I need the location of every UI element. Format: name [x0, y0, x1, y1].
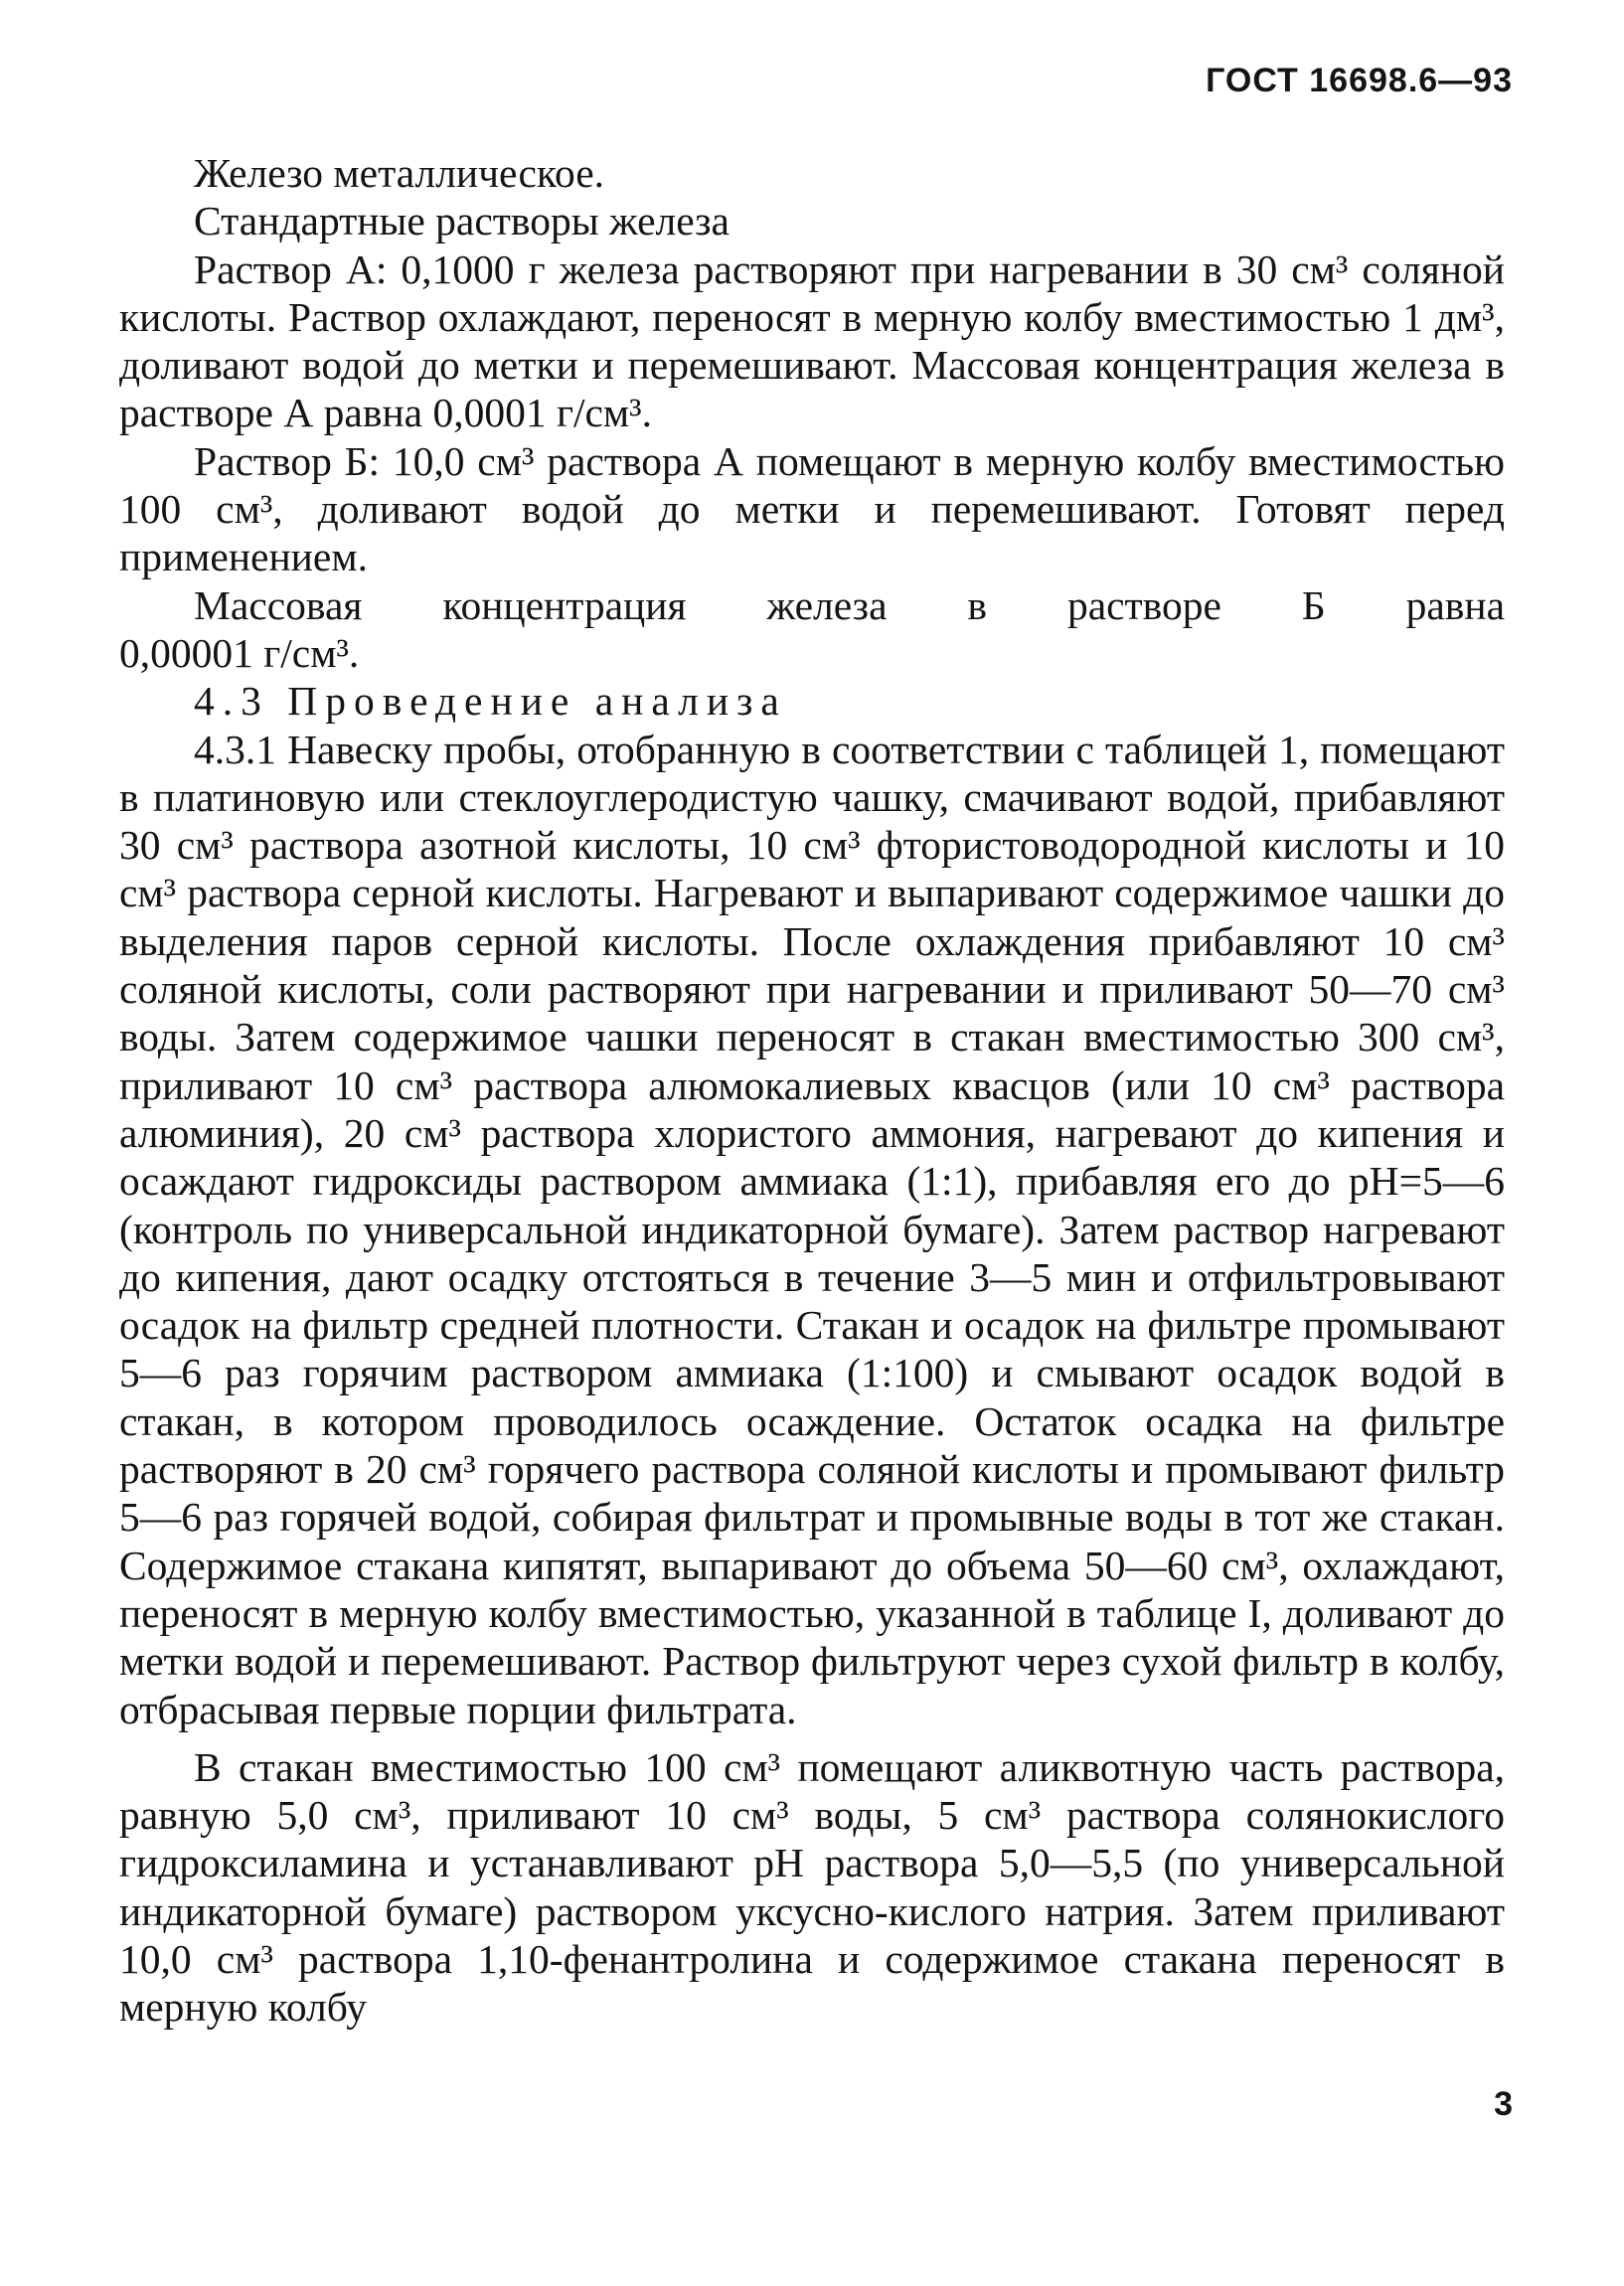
paragraph-mass-concentration-b: Массовая концентрация железа в растворе Б равна — [194, 581, 1505, 628]
document-code-header: ГОСТ 16698.6—93 — [1206, 62, 1513, 99]
paragraph-aliquot: В стакан вместимостью 100 см³ помещают аликвотную часть раствора, равную 5,0 см³, приливают 10 см³ воды, 5 см³ раствора солянокислого гидроксиламина и устанавливают pH раствора 5,0—5,5 (по универсальной индикаторной бумаге) раствором уксусно-кислого натрия. Затем приливают 10,0 см³ раствора 1,10-фенантролина и содержимое стакана переносят в мерную колбу — [119, 1743, 1505, 2031]
paragraph-iron-metal: Железо металлическое. — [194, 150, 604, 196]
page-number: 3 — [1494, 2085, 1513, 2123]
paragraph-standard-solutions-title: Стандартные растворы железа — [194, 198, 730, 245]
paragraph-analysis-4-3-1: 4.3.1 Навеску пробы, отобранную в соответствии с таблицей 1, помещают в платиновую или стеклоуглеродистую чашку, смачивают водой, прибавляют 30 см³ раствора азотной кислоты, 10 см³ фтористоводородной кислоты и 10 см³ раствора серной кислоты. Нагревают и выпаривают содержимое чашки до выделения паров серной кислоты. После охлаждения прибавляют 10 см³ соляной кислоты, соли растворяют при нагревании и приливают 50—70 см³ воды. Затем содержимое чашки переносят в стакан вместимостью 300 см³, приливают 10 см³ раствора алюмокалиевых квасцов (или 10 см³ раствора алюминия), 20 см³ раствора хлористого аммония, нагревают до кипения и осаждают гидроксиды раствором аммиака (1:1), прибавляя его до pH=5—6 (контроль по универсальной индикаторной бумаге). Затем раствор нагревают до кипения, дают осадку отстояться в течение 3—5 мин и отфильтровывают осадок на фильтр средней плотности. Стакан и осадок на фильтре промывают 5—6 раз горячим раствором аммиака (1:100) и смывают осадок водой в стакан, в котором проводилось осаждение. Остаток осадка на фильтре растворяют в 20 см³ горячего раствора соляной кислоты и промывают фильтр 5—6 раз горячей водой, собирая фильтрат и промывные воды в тот же стакан. Содержимое стакана кипятят, выпаривают до объема 50—60 см³, охлаждают, переносят в мерную колбу вместимостью, указанной в таблице I, доливают до метки водой и перемешивают. Раствор фильтруют через сухой фильтр в колбу, отбрасывая первые порции фильтрата. — [119, 726, 1505, 1732]
paragraph-mass-concentration-b-value: 0,00001 г/см³. — [119, 629, 360, 676]
section-heading-analysis: 4.3 Проведение анализа — [194, 678, 787, 725]
paragraph-solution-b: Раствор Б: 10,0 см³ раствора А помещают в мерную колбу вместимостью 100 см³, доливают водой до метки и перемешивают. Готовят перед применением. — [119, 437, 1505, 580]
document-body — [119, 149, 1505, 2032]
paragraph-solution-a: Раствор А: 0,1000 г железа растворяют при нагревании в 30 см³ соляной кислоты. Раствор охлаждают, переносят в мерную колбу вместимостью 1 дм³, доливают водой до метки и перемешивают. Массовая концентрация железа в растворе А равна 0,0001 г/см³. — [119, 245, 1505, 436]
